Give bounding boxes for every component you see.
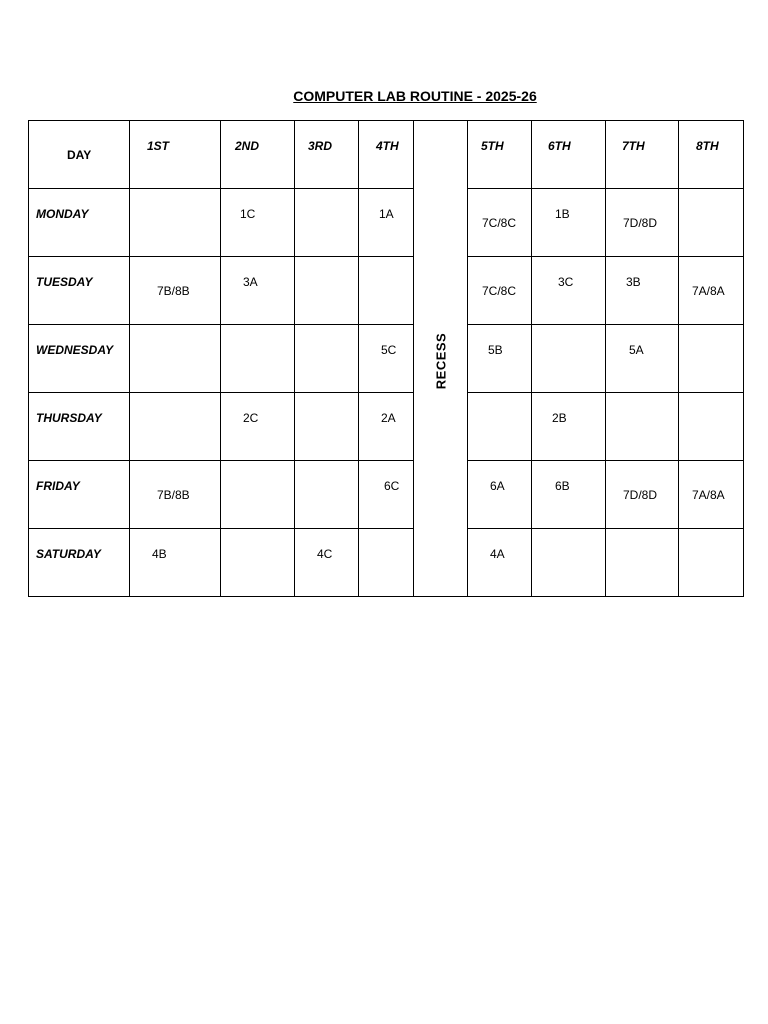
period-cell bbox=[359, 393, 414, 461]
day-name-cell bbox=[29, 325, 130, 393]
period-cell bbox=[295, 257, 359, 325]
day-name: WEDNESDAY bbox=[36, 343, 114, 357]
period-cell bbox=[359, 257, 414, 325]
day-name: TUESDAY bbox=[36, 275, 93, 289]
period-header-8 bbox=[679, 121, 744, 189]
period-cell bbox=[532, 461, 606, 529]
period-header-4 bbox=[359, 121, 414, 189]
class-label: 7C/8C bbox=[482, 216, 517, 230]
day-name: FRIDAY bbox=[36, 479, 80, 493]
period-cell bbox=[295, 325, 359, 393]
class-label: 1C bbox=[240, 207, 256, 221]
period-header-label: 4TH bbox=[376, 139, 399, 153]
day-header: DAY bbox=[67, 148, 92, 162]
day-name: MONDAY bbox=[36, 207, 89, 221]
class-label: 2B bbox=[552, 411, 567, 425]
period-cell bbox=[679, 529, 744, 597]
class-label: 3A bbox=[243, 275, 258, 289]
class-label: 7D/8D bbox=[623, 488, 658, 502]
period-cell bbox=[359, 529, 414, 597]
period-cell bbox=[532, 257, 606, 325]
period-cell bbox=[468, 189, 532, 257]
period-cell bbox=[679, 257, 744, 325]
class-label: 5B bbox=[488, 343, 503, 357]
period-header-label: 7TH bbox=[622, 139, 645, 153]
class-label: 7B/8B bbox=[157, 488, 190, 502]
recess-column bbox=[414, 121, 468, 597]
period-cell bbox=[679, 393, 744, 461]
class-label: 7D/8D bbox=[623, 216, 658, 230]
period-cell bbox=[359, 325, 414, 393]
day-name: THURSDAY bbox=[36, 411, 102, 425]
period-cell bbox=[221, 257, 295, 325]
period-header-2 bbox=[221, 121, 295, 189]
day-name-cell bbox=[29, 257, 130, 325]
class-label: 7A/8A bbox=[692, 488, 725, 502]
period-cell bbox=[295, 529, 359, 597]
period-cell bbox=[532, 325, 606, 393]
period-cell bbox=[532, 189, 606, 257]
period-cell bbox=[221, 325, 295, 393]
day-row-friday bbox=[29, 461, 744, 529]
class-label: 4B bbox=[152, 547, 167, 561]
routine-table bbox=[28, 120, 744, 597]
class-label: 5A bbox=[629, 343, 644, 357]
period-cell bbox=[359, 461, 414, 529]
class-label: 2A bbox=[381, 411, 396, 425]
header-row bbox=[29, 121, 744, 189]
period-cell bbox=[606, 325, 679, 393]
day-name-cell bbox=[29, 529, 130, 597]
period-cell bbox=[606, 529, 679, 597]
period-cell bbox=[606, 257, 679, 325]
period-header-5 bbox=[468, 121, 532, 189]
day-row-wednesday bbox=[29, 325, 744, 393]
day-name-cell bbox=[29, 461, 130, 529]
period-cell bbox=[130, 325, 221, 393]
period-cell bbox=[130, 461, 221, 529]
period-cell bbox=[532, 393, 606, 461]
period-cell bbox=[468, 461, 532, 529]
period-header-label: 6TH bbox=[548, 139, 571, 153]
day-name-cell bbox=[29, 393, 130, 461]
period-cell bbox=[221, 529, 295, 597]
period-cell bbox=[221, 393, 295, 461]
period-header-label: 8TH bbox=[696, 139, 719, 153]
class-label: 6B bbox=[555, 479, 570, 493]
day-row-monday bbox=[29, 189, 744, 257]
period-cell bbox=[468, 393, 532, 461]
period-header-label: 1ST bbox=[147, 139, 170, 153]
day-name: SATURDAY bbox=[36, 547, 101, 561]
period-cell bbox=[130, 189, 221, 257]
period-cell bbox=[130, 393, 221, 461]
period-header-1 bbox=[130, 121, 221, 189]
class-label: 6A bbox=[490, 479, 505, 493]
day-header-cell bbox=[29, 121, 130, 189]
period-cell bbox=[221, 461, 295, 529]
class-label: 3B bbox=[626, 275, 641, 289]
period-cell bbox=[679, 189, 744, 257]
class-label: 7B/8B bbox=[157, 284, 190, 298]
document-title: COMPUTER LAB ROUTINE - 2025-26 bbox=[293, 88, 537, 104]
class-label: 2C bbox=[243, 411, 259, 425]
period-cell bbox=[295, 393, 359, 461]
period-cell bbox=[130, 257, 221, 325]
class-label: 3C bbox=[558, 275, 574, 289]
day-row-thursday bbox=[29, 393, 744, 461]
period-cell bbox=[468, 529, 532, 597]
period-header-label: 5TH bbox=[481, 139, 504, 153]
period-cell bbox=[679, 461, 744, 529]
period-header-label: 2ND bbox=[235, 139, 260, 153]
period-cell bbox=[532, 529, 606, 597]
period-cell bbox=[679, 325, 744, 393]
period-cell bbox=[606, 393, 679, 461]
period-cell bbox=[130, 529, 221, 597]
day-row-saturday bbox=[29, 529, 744, 597]
day-row-tuesday bbox=[29, 257, 744, 325]
period-cell bbox=[359, 189, 414, 257]
period-header-7 bbox=[606, 121, 679, 189]
class-label: 4A bbox=[490, 547, 505, 561]
period-cell bbox=[606, 461, 679, 529]
period-cell bbox=[295, 189, 359, 257]
period-cell bbox=[468, 325, 532, 393]
routine-table-body bbox=[29, 121, 744, 597]
period-header-label: 3RD bbox=[308, 139, 333, 153]
class-label: 1A bbox=[379, 207, 394, 221]
class-label: 1B bbox=[555, 207, 570, 221]
class-label: 5C bbox=[381, 343, 397, 357]
class-label: 4C bbox=[317, 547, 333, 561]
class-label: 7C/8C bbox=[482, 284, 517, 298]
day-name-cell bbox=[29, 189, 130, 257]
class-label: 6C bbox=[384, 479, 400, 493]
class-label: 7A/8A bbox=[692, 284, 725, 298]
period-header-6 bbox=[532, 121, 606, 189]
period-header-3 bbox=[295, 121, 359, 189]
period-cell bbox=[295, 461, 359, 529]
recess-label: RECESS bbox=[433, 332, 448, 390]
period-cell bbox=[468, 257, 532, 325]
period-cell bbox=[606, 189, 679, 257]
period-cell bbox=[221, 189, 295, 257]
